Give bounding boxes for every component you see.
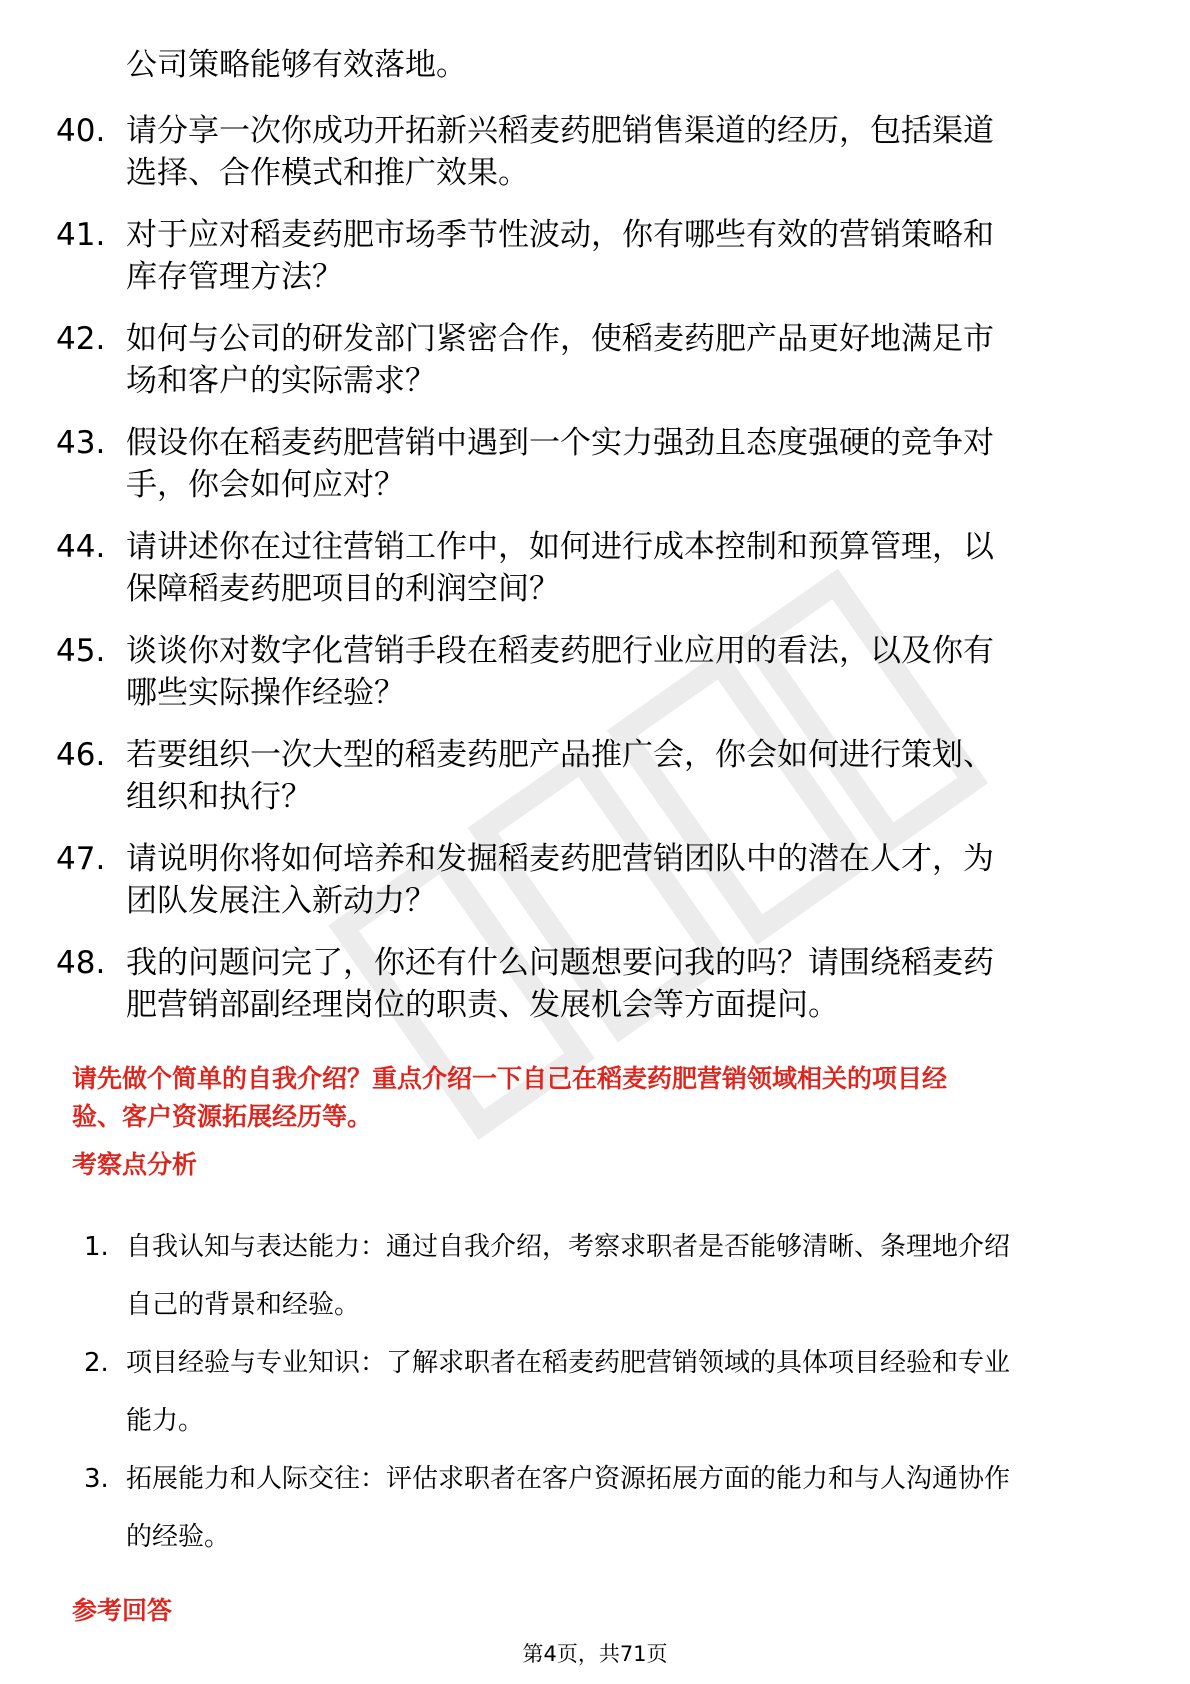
analysis-item (84, 1218, 1124, 1334)
question-line: 团队发展注入新动力？ (126, 883, 436, 919)
question-line: 若要组织一次大型的稻麦药肥产品推广会，你会如何进行策划、 (126, 737, 994, 773)
question-line: 肥营销部副经理岗位的职责、发展机会等方面提问。 (126, 987, 839, 1023)
question-number: 40. (56, 113, 106, 149)
question-line: 选择、合作模式和推广效果。 (126, 155, 529, 191)
analysis-line: 项目经验与专业知识：了解求职者在稻麦药肥营销领域的具体项目经验和专业 (126, 1348, 1011, 1378)
question-line: 手，你会如何应对？ (126, 467, 405, 503)
analysis-item (84, 1450, 1124, 1566)
analysis-line: 拓展能力和人际交往：评估求职者在客户资源拓展方面的能力和与人沟通协作 (126, 1464, 1011, 1494)
analysis-line: 能力。 (126, 1406, 205, 1436)
question-line: 场和客户的实际需求？ (126, 363, 436, 399)
featured-question-line: 请先做个简单的自我介绍？重点介绍一下自己在稻麦药肥营销领域相关的项目经 (72, 1064, 948, 1093)
analysis-item (84, 1334, 1124, 1450)
question-line: 如何与公司的研发部门紧密合作，使稻麦药肥产品更好地满足市 (126, 321, 994, 357)
question-line: 假设你在稻麦药肥营销中遇到一个实力强劲且态度强硬的竞争对 (126, 425, 994, 461)
question-line: 库存管理方法？ (126, 259, 343, 295)
analysis-number: 3. (84, 1464, 109, 1494)
question-item (56, 110, 1116, 194)
question-number: 46. (56, 737, 106, 773)
featured-question (72, 1060, 1112, 1136)
question-item (56, 526, 1116, 610)
page-footer: 第4页，共71页 (522, 1642, 668, 1666)
question-number: 41. (56, 217, 106, 253)
question-line: 请说明你将如何培养和发掘稻麦药肥营销团队中的潜在人才，为 (126, 841, 994, 877)
question-line: 保障稻麦药肥项目的利润空间？ (126, 571, 560, 607)
question-item (56, 422, 1116, 506)
question-line: 对于应对稻麦药肥市场季节性波动，你有哪些有效的营销策略和 (126, 217, 994, 253)
featured-question-line: 验、客户资源拓展经历等。 (72, 1102, 373, 1131)
question-item (56, 318, 1116, 402)
question-line: 我的问题问完了，你还有什么问题想要问我的吗？请围绕稻麦药 (126, 945, 994, 981)
question-number: 48. (56, 945, 106, 981)
question-item (56, 214, 1116, 298)
analysis-number: 2. (84, 1348, 109, 1378)
analysis-line: 的经验。 (126, 1522, 231, 1552)
question-number: 43. (56, 425, 106, 461)
analysis-heading: 考察点分析 (72, 1150, 198, 1179)
question-continuation: 公司策略能够有效落地。 (126, 47, 467, 83)
question-number: 44. (56, 529, 106, 565)
question-list (56, 110, 1116, 1046)
question-item (56, 838, 1116, 922)
question-number: 47. (56, 841, 106, 877)
question-line: 组织和执行？ (126, 779, 312, 815)
question-item (56, 734, 1116, 818)
question-item (56, 942, 1116, 1026)
analysis-number: 1. (84, 1232, 109, 1262)
question-line: 哪些实际操作经验？ (126, 675, 405, 711)
analysis-list (84, 1218, 1124, 1566)
question-line: 请分享一次你成功开拓新兴稻麦药肥销售渠道的经历，包括渠道 (126, 113, 994, 149)
question-item (56, 630, 1116, 714)
analysis-line: 自己的背景和经验。 (126, 1290, 361, 1320)
question-line: 请讲述你在过往营销工作中，如何进行成本控制和预算管理，以 (126, 529, 994, 565)
analysis-line: 自我认知与表达能力：通过自我介绍，考察求职者是否能够清晰、条理地介绍 (126, 1232, 1011, 1262)
question-number: 45. (56, 633, 106, 669)
reference-answer-heading: 参考回答 (72, 1596, 173, 1625)
question-number: 42. (56, 321, 106, 357)
question-line: 谈谈你对数字化营销手段在稻麦药肥行业应用的看法，以及你有 (126, 633, 994, 669)
